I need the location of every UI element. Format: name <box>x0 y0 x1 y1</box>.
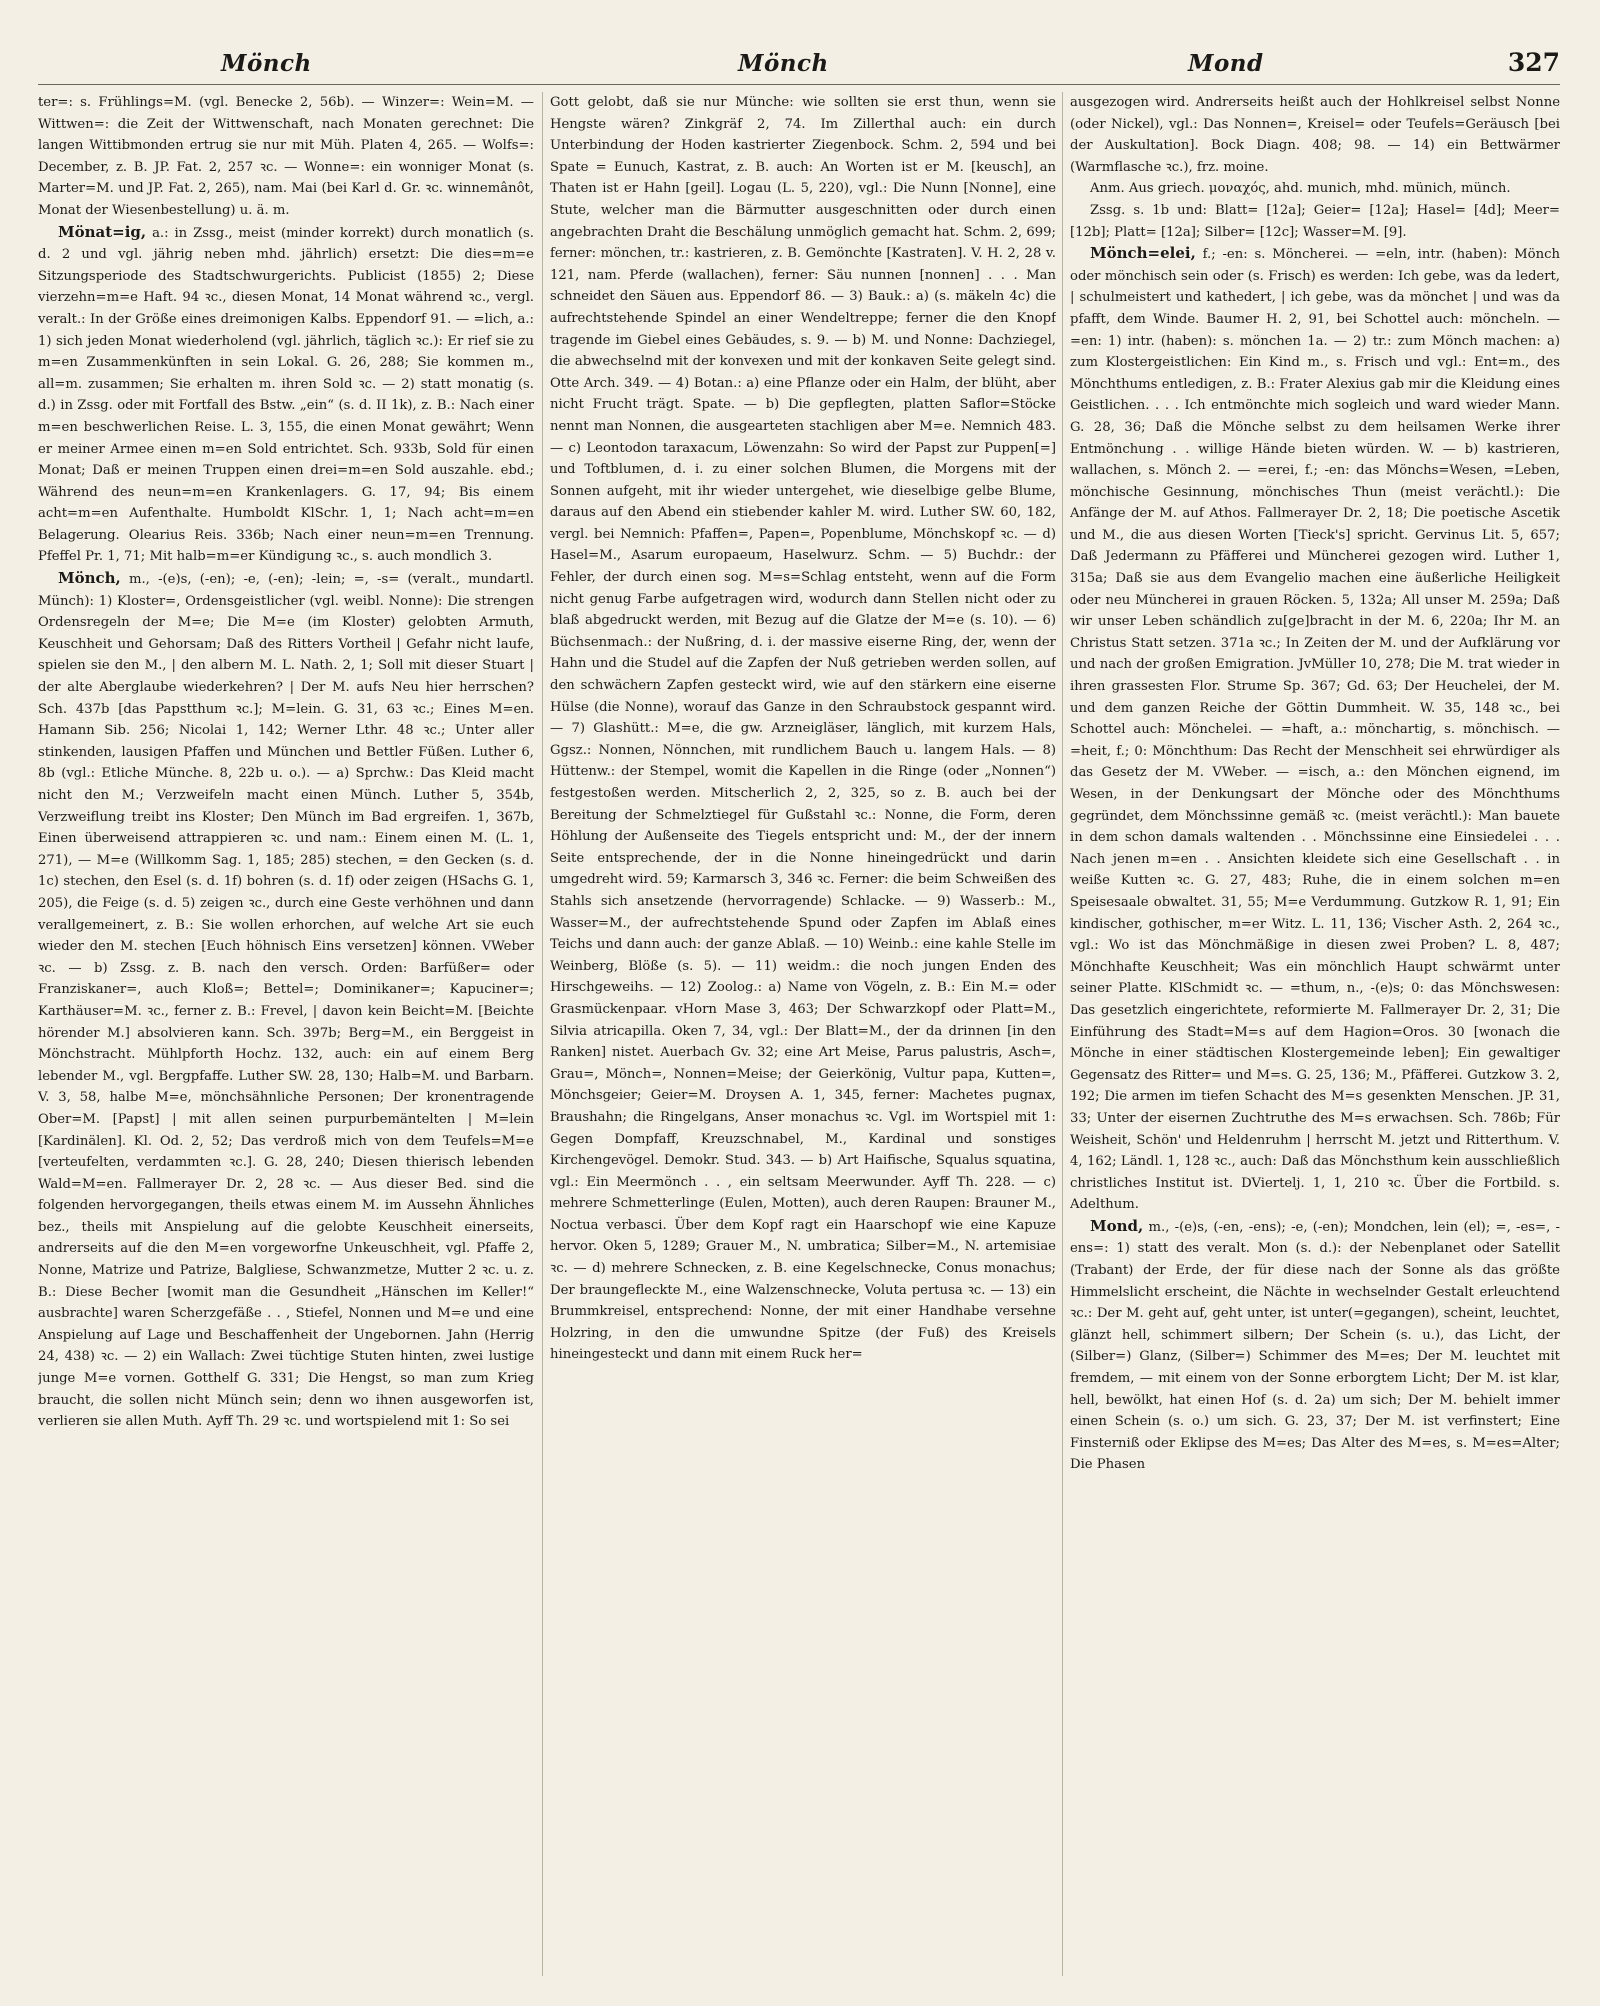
column-rule-1 <box>542 92 543 1976</box>
entry-headword: Mönch=elei, <box>1090 244 1196 263</box>
page-number: 327 <box>1507 48 1560 77</box>
column-rule-2 <box>1062 92 1063 1976</box>
entry-text: m., -(e)s, (-en, -ens); -e, (-en); Mondchen, lein (el); =, -es=, -ens=: 1) statt des veralt. Mon (s. d.): der Nebenplanet oder Satellit (Trabant) der Erde, der für diese nach der Sonne als das größte Himmelslicht erscheint, die Nächte in wechselnder Gestalt erleuchtend ꝛc.: Der M. geht auf, geht unter, ist unter(=gegangen), scheint, leuchtet, glänzt hell, schimmert silbern; Der Schein (s. u.), das Licht, der (Silber=) Glanz, (Silber=) Schimmer des M=es; Der M. leuchtet mit fremdem, — mit einem von der Sonne erborgtem Licht; Der M. ist klar, hell, bewölkt, hat einen Hof (s. d. 2a) um sich; Der M. behielt immer einen Schein (s. o.) um sich. G. 23, 37; Der M. ist verfinstert; Eine Finsterniß oder Eklipse des M=es; Das Alter des M=es, s. M=es=Alter; Die Phasen <box>1070 1219 1560 1473</box>
column-2 <box>550 92 1056 1976</box>
entry-text: m., -(e)s, (-en); -e, (-en); -lein; =, -s= (veralt., mundartl. Münch): 1) Kloster=, Ordensgeistlicher (vgl. weibl. Nonne): Die strengen Ordensregeln der M=e; Die M=e (im Kloster) gelobten Armuth, Keuschheit und Gehorsam; Daß des Ritters Vortheil | Gefahr nicht laufe, spielen sie den M., | den albern M. L. Nath. 2, 1; Soll mit dieser Stuart | der alte Aberglaube wiederkehren? | Der M. aufs Neu hier herrschen? Sch. 437b [das Papstthum ꝛc.]; M=lein. G. 31, 63 ꝛc.; Eines M=en. Hamann Sib. 256; Nicolai 1, 142; Werner Lthr. 48 ꝛc.; Unter aller stinkenden, lausigen Pfaffen und München und Bettler Füßen. Luther 6, 8b (vgl.: Etliche Münche. 8, 22b u. o.). — a) Sprchw.: Das Kleid macht nicht den M.; Verzweifeln macht einen Münch. Luther 5, 354b, Verzweiflung treibt ins Kloster; Den Münch im Bad ergreifen. 1, 367b, Einen überweisend attrappieren ꝛc. und nam.: Einem einen M. (L. 1, 271), — M=e (Willkomm Sag. 1, 185; 285) stechen, = den Gecken (s. d. 1c) stechen, den Esel (s. d. 1f) bohren (s. d. 1f) oder zeigen (HSachs G. 1, 205), die Feige (s. d. 5) zeigen ꝛc., durch eine Geste verhöhnen und dann verallgemeinert, z. B.: Sie wollen erhorchen, auf welche Art sie euch wieder den M. stechen [Euch höhnisch Eins versetzen] können. VWeber ꝛc. — b) Zssg. z. B. nach den versch. Orden: Barfüßer= oder Franziskaner=, auch Kloß=; Bettel=; Dominikaner=; Kapuciner=; Karthäuser=M. ꝛc., ferner z. B.: Frevel, | davon kein Beicht=M. [Beichte hörender M.] absolvieren kann. Sch. 397b; Berg=M., ein Berggeist in Mönchstracht. Mühlpforth Hochz. 132, auch: ein auf einem Berg lebender M., vgl. Bergpfaffe. Luther SW. 28, 130; Halb=M. und Barbarn. V. 3, 58, halbe M=e, mönchsähnliche Personen; Der kronentragende Ober=M. [Papst] | mit allen seinen purpurbemäntelten | M=lein [Kardinälen]. Kl. Od. 2, 52; Das verdroß mich von dem Teufels=M=e [verteufelten, verdammten ꝛc.]. G. 28, 240; Diesen thierisch lebenden Wald=M=en. Fallmerayer Dr. 2, 28 ꝛc. — Aus dieser Bed. sind die folgenden hervorgegangen, theils etwas einem M. im Aussehn Ähnliches bez., theils mit Anspielung auf die gelobte Keuschheit einerseits, andrerseits auf die den M=en vorgeworfne Unkeuschheit, vgl. Pfaffe 2, Nonne, Matrize und Patrize, Balgliese, Schwanzmetze, Mutter 2 ꝛc. u. z. B.: Diese Becher [womit man die Gesundheit „Hänschen im Keller!“ ausbrachte] waren Scherzgefäße . . , Stiefel, Nonnen und M=e und eine Anspielung auf Lage und Beschaffenheit der Ungebornen. Jahn (Herrig 24, 438) ꝛc. — 2) ein Wallach: Zwei tüchtige Stuten hinten, zwei lustige junge M=e vornen. Gotthelf G. 331; Die Hengst, so man zum Krieg braucht, die sollen nicht Münch sein; denn wo ihnen ausgeworfen ist, verlieren sie allen Muth. Ayff Th. 29 ꝛc. und wortspielend mit 1: So sei <box>38 572 534 1430</box>
entry-text: Zssg. s. 1b und: Blatt= [12a]; Geier= [12a]; Hasel= [4d]; Meer= [12b]; Platt= [12a]; Silber= [12c]; Wasser=M. [9]. <box>1070 202 1560 240</box>
running-head-middle: Mönch <box>738 50 829 77</box>
entry-text: f.; -en: s. Möncherei. — =eln, intr. (haben): Mönch oder mönchisch sein oder (s. Frisch) es werden: Ich gebe, was da ledert, | schulmeistert und kathedert, | ich gebe, was da mönchet | und was da pfafft, dem Winde. Baumer H. 2, 91, bei Schottel auch: möncheln. — =en: 1) intr. (haben): s. mönchen 1a. — 2) tr.: zum Mönch machen: a) zum Klostergeistlichen: Ein Kind m., s. Frisch und vgl.: Ent=m., des Mönchthums entledigen, z. B.: Frater Alexius gab mir die Kleidung eines Geistlichen. . . . Ich entmönchte mich sogleich und ward wieder Mann. G. 28, 36; Daß die Mönche selbst zu dem heilsamen Werke ihrer Entmönchung . . willige Hände bieten würden. W. — b) kastrieren, wallachen, s. Mönch 2. — =erei, f.; -en: das Mönchs=Wesen, =Leben, mönchische Gesinnung, mönchisches Thun (meist verächtl.): Die Anfänge der M. auf Athos. Fallmerayer Dr. 2, 18; Die poetische Ascetik und M., die aus diesen Worten [Tieck's] spricht. Gervinus Lit. 5, 657; Daß Jedermann zu Pfäfferei und Müncherei gezogen wird. Luther 1, 315a; Daß sie aus dem Evangelio machen eine äußerliche Heiligkeit oder neu Müncherei in grauen Röcken. 5, 132a; All unser M. 259a; Daß wir unser Leben schändlich zu[ge]bracht in der M. 6, 220a; Ihr M. an Christus Statt setzen. 371a ꝛc.; In Zeiten der M. und der Aufklärung vor und nach der großen Emigration. JvMüller 10, 278; Die M. trat wieder in ihren grassesten Flor. Strume Sp. 367; Gd. 63; Der Heuchelei, der M. und dem ganzen Reiche der Göttin Dummheit. W. 35, 148 ꝛc., bei Schottel auch: Mönchelei. — =haft, a.: mönchartig, s. mönchisch. — =heit, f.; 0: Mönchthum: Das Recht der Menschheit sei ehrwürdiger als das Gesetz der M. VWeber. — =isch, a.: den Mönchen eignend, im Wesen, in der Denkungsart der Mönche oder des Mönchthums gegründet, dem Mönchssinne gemäß ꝛc. (meist verächtl.): Man bauete in dem schon damals waltenden . . Mönchssinne eine Einsiedelei . . . Nach jenen m=en . . Ansichten kleidete sich eine Gesellschaft . . in weiße Kutten ꝛc. G. 27, 483; Ruhe, die in einem solchen m=en Speisesaale obwaltet. 31, 55; M=e Verdummung. Gutzkow R. 1, 91; Ein kindischer, gothischer, m=er Witz. L. 11, 136; Vischer Asth. 2, 264 ꝛc., vgl.: Wo ist das Mönchmäßige in diesen zwei Proben? L. 8, 487; Mönchhafte Keuschheit; Was ein mönchlich Haupt schwärmt unter seiner Platte. KlSchmidt ꝛc. — =thum, n., -(e)s; 0: das Mönchswesen: Das gesetzlich eingerichtete, reformierte M. Fallmerayer Dr. 2, 31; Die Einführung des Stadt=M=s auf dem Hagion=Oros. 30 [wonach die Mönche in einer städtischen Klostergemeinde leben]; Ein gewaltiger Gegensatz des Ritter= und M=s. G. 25, 136; M., Pfäfferei. Gutzkow 3. 2, 192; Die armen im tiefen Schacht des M=s gesenkten Menschen. JP. 31, 33; Unter der eisernen Zuchtruthe des M=s erwachsen. Sch. 786b; Für Weisheit, Schön' und Heldenruhm | herrscht M. jetzt und Ritterthum. V. 4, 162; Ländl. 1, 128 ꝛc., auch: Daß das Mönchsthum kein ausschließlich christliches Institut ist. DViertelj. 1, 1, 210 ꝛc. Über die Fortbild. s. Adelthum. <box>1070 247 1560 1213</box>
dictionary-entry <box>1070 1216 1560 1476</box>
running-head-right: Mond <box>1188 50 1264 77</box>
column-1 <box>38 92 534 1976</box>
running-head-left: Mönch <box>221 50 312 77</box>
dictionary-entry <box>1070 243 1560 1216</box>
dictionary-entry <box>550 92 1056 1366</box>
entry-text: ter=: s. Frühlings=M. (vgl. Benecke 2, 56b). — Winzer=: Wein=M. — Wittwen=: die Zeit der Wittwenschaft, nach Monaten gerechnet: Die langen Wittibmonden ertrug sie nur mit Müh. Platen 4, 265. — Wolfs=: December, z. B. JP. Fat. 2, 257 ꝛc. — Wonne=: ein wonniger Monat (s. Marter=M. und JP. Fat. 2, 265), nam. Mai (bei Karl d. Gr. ꝛc. winnemânôt, Monat der Wiesenbestellung) u. ä. m. <box>38 95 534 218</box>
dictionary-entry <box>1070 92 1560 178</box>
dictionary-entry <box>1070 200 1560 243</box>
dictionary-entry <box>38 568 534 1433</box>
entry-text: Anm. Aus griech. μοναχός, ahd. munich, mhd. münich, münch. <box>1090 181 1511 197</box>
entry-text: a.: in Zssg., meist (minder korrekt) durch monatlich (s. d. 2 und vgl. jährig neben mhd. jährlich) ersetzt: Die dies=m=e Sitzungsperiode des Stadtschwurgerichts. Publicist (1855) 2; Diese vierzehn=m=e Haft. 94 ꝛc., diesen Monat, 14 Monat während ꝛc., vergl. veralt.: In der Größe eines dreimonigen Kalbs. Eppendorf 91. — =lich, a.: 1) sich jeden Monat wiederholend (vgl. jährlich, täglich ꝛc.): Er rief sie zu m=en Zusammenkünften in sein Lokal. G. 26, 288; Sie kommen m., all=m. zusammen; Sie erhalten m. ihren Sold ꝛc. — 2) statt monatig (s. d.) in Zssg. oder mit Fortfall des Bstw. „ein“ (s. d. II 1k), z. B.: Nach einer m=en beschwerlichen Reise. L. 3, 155, die einen Monat gewährt; Wenn er meiner Armee einen m=en Sold entrichtet. Sch. 933b, Sold für einen Monat; Daß er meinen Truppen einen drei=m=en Sold auszahle. ebd.; Während des neun=m=en Krankenlagers. G. 17, 94; Bis einem acht=m=en Aufenthalte. Humboldt KlSchr. 1, 1; Nach acht=m=en Belagerung. Olearius Reis. 336b; Nach einer neun=m=en Trennung. Pfeffel Pr. 1, 71; Mit halb=m=er Kündigung ꝛc., s. auch mondlich 3. <box>38 225 534 565</box>
entry-text: Gott gelobt, daß sie nur Münche: wie sollten sie erst thun, wenn sie Hengste wären? Zinkgräf 2, 74. Im Zillerthal auch: ein durch Unterbindung der Hoden kastrierter Ziegenbock. Schm. 2, 594 und bei Spate = Eunuch, Kastrat, z. B. auch: An Worten ist er M. [keusch], an Thaten ist er Hahn [geil]. Logau (L. 5, 220), vgl.: Die Nunn [Nonne], eine Stute, welcher man die Bärmutter ausgeschnitten oder durch einen angebrachten Draht die Beschälung unmöglich gemacht hat. Schm. 2, 699; ferner: mönchen, tr.: kastrieren, z. B. Gemönchte [Kastraten]. V. H. 2, 28 v. 121, nam. Pferde (wallachen), ferner: Säu nunnen [nonnen] . . . Man schneidet den Säuen aus. Eppendorf 86. — 3) Bauk.: a) (s. mäkeln 4c) die aufrechtstehende Spindel an einer Wendeltreppe; ferner die den Knopf tragende im Giebel eines Gebäudes, s. 9. — b) M. und Nonne: Dachziegel, die abwechselnd mit der konvexen und mit der konkaven Seite gelegt sind. Otte Arch. 349. — 4) Botan.: a) eine Pflanze oder ein Halm, der blüht, aber nicht Frucht trägt. Spate. — b) Die gepflegten, platten Saflor=Stöcke nennt man Nonnen, die ausgearteten stachligen aber M=e. Nemnich 483. — c) Leontodon taraxacum, Löwenzahn: So wird der Papst zur Puppen[=] und Toftblumen, d. i. zu einer solchen Blumen, die Morgens mit der Sonnen aufgeht, mit ihr wieder untergehet, wie dieselbige gelbe Blume, daraus auf den Abend ein stiebender kahler M. wird. Luther SW. 60, 182, vergl. bei Nemnich: Pfaffen=, Papen=, Popenblume, Mönchskopf ꝛc. — d) Hasel=M., Asarum europaeum, Haselwurz. Schm. — 5) Buchdr.: der Fehler, der durch einen sog. M=s=Schlag entsteht, wenn auf die Form nicht genug Farbe aufgetragen wird, wodurch dann Stellen nicht oder zu blaß abgedruckt werden, mit Bezug auf die Glatze der M=e (s. 10). — 6) Büchsenmach.: der Nußring, d. i. der massive eiserne Ring, der, wenn der Hahn und die Studel auf die Zapfen der Nuß getrieben werden sollen, auf den schwächern Zapfen gesteckt wird, wie auf den stärkern eine eiserne Hülse (die Nonne), worauf das Ganze in den Schraubstock gespannt wird. — 7) Glashütt.: M=e, die gw. Arzneigläser, länglich, mit kurzem Hals, Ggsz.: Nonnen, Nönnchen, mit rundlichem Bauch u. langem Hals. — 8) Hüttenw.: der Stempel, womit die Kapellen in die Ringe (oder „Nonnen“) festgestoßen werden. Mitscherlich 2, 2, 325, so z. B. auch bei der Bereitung der Schmelztiegel für Gußstahl ꝛc.: Nonne, die Form, deren Höhlung der Außenseite des Tiegels entspricht und: M., der der innern Seite entsprechende, der in die Nonne hineingedrückt und darin umgedreht wird. 59; Karmarsch 3, 346 ꝛc. Ferner: die beim Schweißen des Stahls sich ansetzende (hervorragende) Schlacke. — 9) Wasserb.: M., Wasser=M., der aufrechtstehende Spund oder Zapfen im Ablaß eines Teichs und dann auch: der ganze Ablaß. — 10) Weinb.: eine kahle Stelle im Weinberg, Blöße (s. 5). — 11) weidm.: die noch jungen Enden des Hirschgeweihs. — 12) Zoolog.: a) Name von Vögeln, z. B.: Ein M.= oder Grasmückenpaar. vHorn Mase 3, 463; Der Schwarzkopf oder Platt=M., Silvia atricapilla. Oken 7, 34, vgl.: Der Blatt=M., der da drinnen [in den Ranken] nistet. Auerbach Gv. 32; eine Art Meise, Parus palustris, Asch=, Grau=, Mönch=, Nonnen=Meise; der Geierkönig, Vultur papa, Kutten=, Mönchsgeier; Geier=M. Droysen A. 1, 345, ferner: Machetes pugnax, Braushahn; die Ringelgans, Anser monachus ꝛc. Vgl. im Wortspiel mit 1: Gegen Dompfaff, Kreuzschnabel, M., Kardinal und sonstiges Kirchengevögel. Demokr. Stud. 343. — b) Art Haifische, Squalus squatina, vgl.: Ein Meermönch . . , ein seltsam Meerwunder. Ayff Th. 228. — c) mehrere Schmetterlinge (Eulen, Motten), auch deren Raupen: Brauner M., Noctua verbasci. Über dem Kopf ragt ein Haarschopf wie eine Kapuze hervor. Oken 5, 1289; Grauer M., N. umbratica; Silber=M., N. artemisiae ꝛc. — d) mehrere Schnecken, z. B. eine Kegelschnecke, Conus monachus; Der braungefleckte M., eine Walzenschnecke, Voluta pertusa ꝛc. — 13) ein Brummkreisel, entsprechend: Nonne, der mit einer Handhabe versehne Holzring, in den die umwundne Spitze (der Fuß) des Kreisels hineingesteckt und dann mit einem Ruck her= <box>550 95 1056 1363</box>
dictionary-entry <box>38 222 534 569</box>
dictionary-entry <box>1070 178 1560 200</box>
page-header <box>38 44 1560 85</box>
column-3 <box>1070 92 1560 1976</box>
dictionary-entry <box>38 92 534 222</box>
entry-headword: Mond, <box>1090 1216 1144 1235</box>
entry-headword: Mönch, <box>58 569 121 588</box>
entry-headword: Mönat=ig, <box>58 222 147 241</box>
text-columns <box>38 92 1560 1976</box>
entry-text: ausgezogen wird. Andrerseits heißt auch der Hohlkreisel selbst Nonne (oder Nickel), vgl.: Das Nonnen=, Kreisel= oder Teufels=Geräusch [bei der Auskultation]. Bock Diagn. 408; 98. — 14) ein Bettwärmer (Warmflasche ꝛc.), frz. moine. <box>1070 95 1560 175</box>
